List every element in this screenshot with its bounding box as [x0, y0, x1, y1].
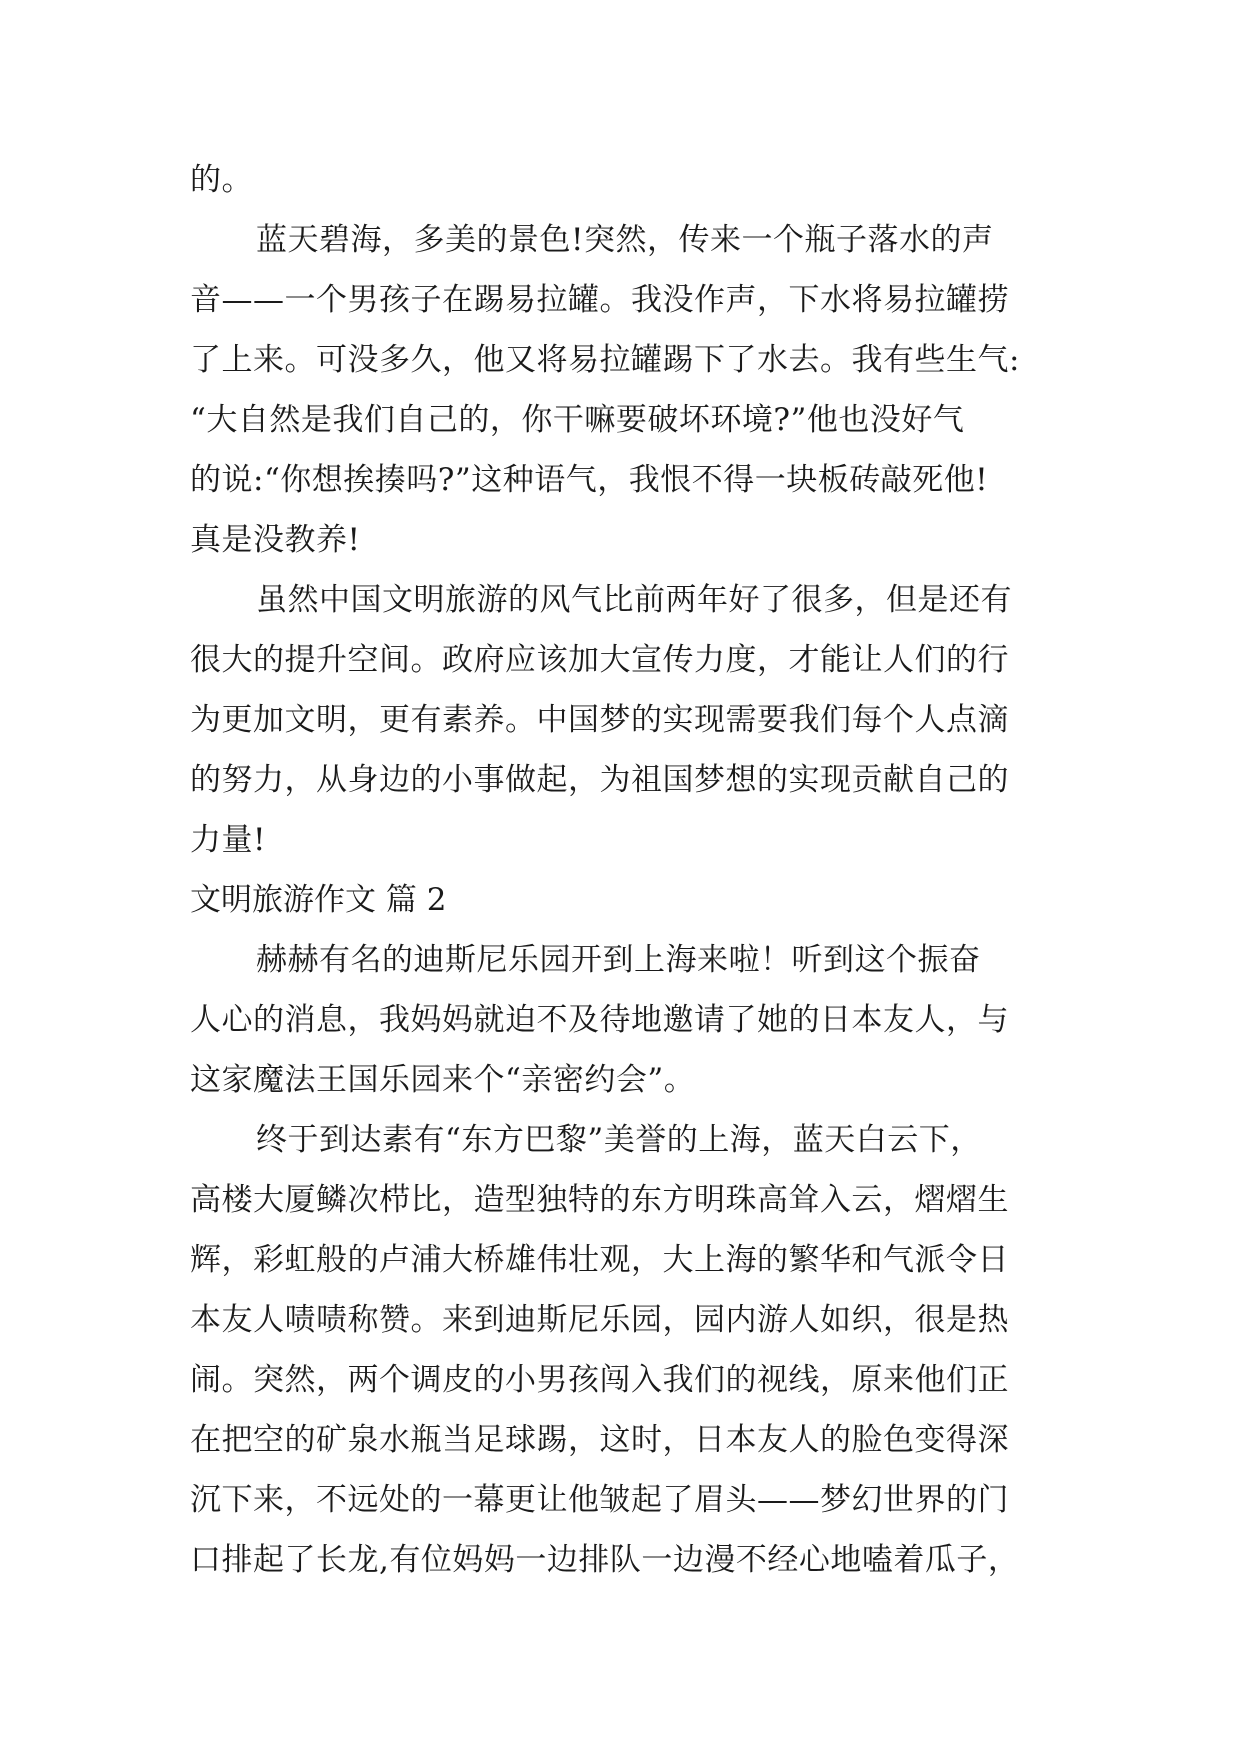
text-line: 闹。突然，两个调皮的小男孩闯入我们的视线，原来他们正 [190, 1362, 1009, 1398]
text-line: 的努力，从身边的小事做起，为祖国梦想的实现贡献自己的 [190, 762, 1009, 798]
paragraph-disney-intro [190, 930, 1070, 1110]
text-line: 口排起了长龙,有位妈妈一边排队一边漫不经心地嗑着瓜子， [190, 1542, 1020, 1578]
paragraph-shanghai-visit [190, 1110, 1070, 1590]
text-line: 的。 [190, 162, 253, 198]
text-line: 终于到达素有“东方巴黎”美誉的上海，蓝天白云下， [256, 1122, 982, 1158]
text-line: 的说:“你想挨揍吗?”这种语气，我恨不得一块板砖敲死他! [190, 462, 989, 498]
text-line: 力量! [190, 822, 266, 858]
text-line: 沉下来，不远处的一幕更让他皱起了眉头——梦幻世界的门 [190, 1482, 1009, 1518]
text-line: 了上来。可没多久，他又将易拉罐踢下了水去。我有些生气: [190, 342, 1020, 378]
paragraph-conclusion [190, 570, 1070, 870]
text-line: 蓝天碧海，多美的景色!突然，传来一个瓶子落水的声 [256, 222, 994, 258]
text-line: 很大的提升空间。政府应该加大宣传力度，才能让人们的行 [190, 642, 1009, 678]
text-line: 赫赫有名的迪斯尼乐园开到上海来啦！听到这个振奋 [256, 942, 981, 978]
text-line: 在把空的矿泉水瓶当足球踢，这时，日本友人的脸色变得深 [190, 1422, 1009, 1458]
text-line: 虽然中国文明旅游的风气比前两年好了很多，但是还有 [256, 582, 1012, 618]
paragraph-continuation [190, 150, 1070, 210]
document-page [190, 150, 1070, 1590]
text-line: 高楼大厦鳞次栉比，造型独特的东方明珠高耸入云，熠熠生 [190, 1182, 1009, 1218]
text-line: “大自然是我们自己的，你干嘛要破坏环境?”他也没好气 [190, 402, 965, 438]
text-line: 真是没教养! [190, 522, 361, 558]
text-line: 本友人啧啧称赞。来到迪斯尼乐园，园内游人如织，很是热 [190, 1302, 1009, 1338]
section-heading: 文明旅游作文 篇 2 [190, 882, 447, 918]
text-line: 为更加文明，更有素养。中国梦的实现需要我们每个人点滴 [190, 702, 1009, 738]
paragraph-sea-scene [190, 210, 1070, 570]
text-line: 辉，彩虹般的卢浦大桥雄伟壮观，大上海的繁华和气派令日 [190, 1242, 1009, 1278]
text-line: 这家魔法王国乐园来个“亲密约会”。 [190, 1062, 696, 1098]
text-line: 人心的消息，我妈妈就迫不及待地邀请了她的日本友人，与 [190, 1002, 1009, 1038]
text-line: 音——一个男孩子在踢易拉罐。我没作声，下水将易拉罐捞 [190, 282, 1009, 318]
